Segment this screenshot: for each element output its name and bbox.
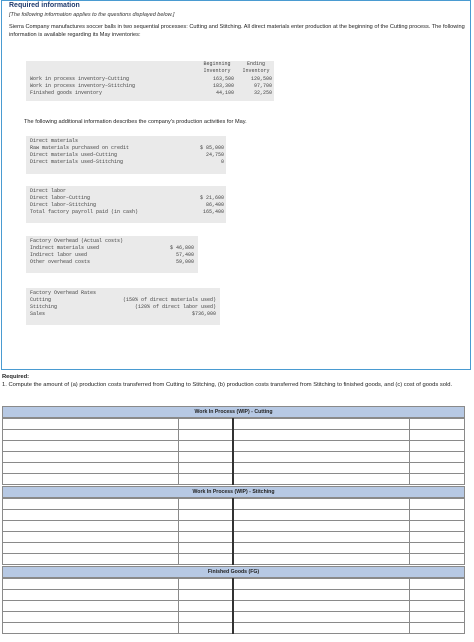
credit-cell[interactable] <box>233 612 409 623</box>
credit-amount-cell[interactable] <box>409 579 464 590</box>
debit-cell[interactable] <box>3 452 179 463</box>
problem-paragraph: Sierra Company manufactures soccer balls in two sequential processes: Cutting and Stitching. All direct materials enter production at the beginning of the Cutting process. The following information is available regarding its May inventories: <box>9 24 465 38</box>
credit-amount-cell[interactable] <box>409 590 464 601</box>
credit-cell[interactable] <box>233 521 409 532</box>
col-ending-line1: Ending <box>246 61 265 67</box>
labor-value: 86,400 <box>205 202 224 208</box>
debit-amount-cell[interactable] <box>178 419 233 430</box>
inv-end-value: 32,250 <box>253 90 272 96</box>
rates-value: (120% of direct labor used) <box>134 304 216 310</box>
inv-begin-values <box>198 76 234 97</box>
credit-amount-cell[interactable] <box>409 532 464 543</box>
required-information-panel <box>1 0 471 370</box>
credit-amount-cell[interactable] <box>409 441 464 452</box>
credit-cell[interactable] <box>233 532 409 543</box>
overhead-row-label: Other overhead costs <box>30 259 91 265</box>
credit-cell[interactable] <box>233 543 409 554</box>
labor-row-label: Direct labor–Stitching <box>30 202 97 208</box>
credit-cell[interactable] <box>233 463 409 474</box>
overhead-value: 57,400 <box>175 252 194 258</box>
overhead-labels <box>30 238 123 266</box>
credit-amount-cell[interactable] <box>409 463 464 474</box>
required-text: 1. Compute the amount of (a) production costs transferred from Cutting to Stitching, (b) production costs transferred from Stitching to finished goods, and (c) cost of goods sold. <box>2 381 453 388</box>
taccount-fg-header <box>2 566 465 578</box>
labor-labels <box>30 188 138 216</box>
debit-cell[interactable] <box>3 612 179 623</box>
credit-amount-cell[interactable] <box>409 612 464 623</box>
debit-cell[interactable] <box>3 499 179 510</box>
debit-cell[interactable] <box>3 532 179 543</box>
debit-amount-cell[interactable] <box>178 554 233 565</box>
inv-begin-value: 183,300 <box>212 83 234 89</box>
debit-amount-cell[interactable] <box>178 452 233 463</box>
credit-cell[interactable] <box>233 510 409 521</box>
debit-cell[interactable] <box>3 579 179 590</box>
col-ending-line2: Inventory <box>242 68 270 74</box>
credit-amount-cell[interactable] <box>409 623 464 634</box>
materials-labels <box>30 138 129 166</box>
debit-amount-cell[interactable] <box>178 612 233 623</box>
required-section <box>2 374 470 389</box>
debit-amount-cell[interactable] <box>178 499 233 510</box>
labor-value: $ 21,600 <box>199 195 224 201</box>
debit-cell[interactable] <box>3 521 179 532</box>
debit-amount-cell[interactable] <box>178 430 233 441</box>
taccount-cutting-title: Work In Process (WIP) - Cutting <box>194 409 273 415</box>
debit-cell[interactable] <box>3 474 179 485</box>
section-title: Required information <box>9 2 80 9</box>
debit-cell[interactable] <box>3 601 179 612</box>
labor-values <box>182 195 224 216</box>
labor-row-label: Total factory payroll paid (in cash) <box>30 209 139 215</box>
taccount-cutting-table <box>2 418 465 485</box>
credit-cell[interactable] <box>233 499 409 510</box>
credit-amount-cell[interactable] <box>409 554 464 565</box>
debit-amount-cell[interactable] <box>178 623 233 634</box>
col-ending <box>238 61 274 75</box>
credit-cell[interactable] <box>233 590 409 601</box>
taccount-stitching-title: Work In Process (WIP) - Stitching <box>192 489 275 495</box>
materials-value: 0 <box>220 159 224 165</box>
credit-amount-cell[interactable] <box>409 474 464 485</box>
inv-row-label: Finished goods inventory <box>30 90 103 96</box>
overhead-value: $ 46,800 <box>169 245 194 251</box>
debit-amount-cell[interactable] <box>178 521 233 532</box>
debit-cell[interactable] <box>3 441 179 452</box>
rates-values <box>112 297 216 318</box>
credit-cell[interactable] <box>233 441 409 452</box>
debit-amount-cell[interactable] <box>178 441 233 452</box>
debit-amount-cell[interactable] <box>178 474 233 485</box>
credit-amount-cell[interactable] <box>409 601 464 612</box>
intro-note: [The following information applies to the questions displayed below.] <box>9 12 175 18</box>
credit-amount-cell[interactable] <box>409 543 464 554</box>
col-beginning-line1: Beginning <box>203 61 231 67</box>
debit-cell[interactable] <box>3 590 179 601</box>
labor-row-label: Direct labor–Cutting <box>30 195 91 201</box>
materials-row-label: Direct materials used–Stitching <box>30 159 124 165</box>
credit-amount-cell[interactable] <box>409 419 464 430</box>
overhead-heading: Factory Overhead (Actual costs) <box>30 238 124 244</box>
overhead-row-label: Indirect labor used <box>30 252 88 258</box>
credit-cell[interactable] <box>233 452 409 463</box>
debit-cell[interactable] <box>3 430 179 441</box>
credit-amount-cell[interactable] <box>409 521 464 532</box>
credit-cell[interactable] <box>233 554 409 565</box>
inv-end-value: 120,500 <box>250 76 272 82</box>
inv-end-value: 97,700 <box>253 83 272 89</box>
debit-amount-cell[interactable] <box>178 532 233 543</box>
labor-heading: Direct labor <box>30 188 67 194</box>
taccount-fg-table <box>2 578 465 634</box>
credit-cell[interactable] <box>233 623 409 634</box>
materials-heading: Direct materials <box>30 138 79 144</box>
materials-value: $ 85,000 <box>199 145 224 151</box>
taccount-stitching-header <box>2 486 465 498</box>
rates-labels <box>30 290 96 318</box>
debit-amount-cell[interactable] <box>178 510 233 521</box>
rates-value: $736,000 <box>191 311 216 317</box>
taccount-stitching-table <box>2 498 465 565</box>
credit-amount-cell[interactable] <box>409 430 464 441</box>
labor-value: 165,400 <box>202 209 224 215</box>
credit-amount-cell[interactable] <box>409 499 464 510</box>
debit-amount-cell[interactable] <box>178 543 233 554</box>
credit-cell[interactable] <box>233 474 409 485</box>
materials-row-label: Direct materials used–Cutting <box>30 152 118 158</box>
required-label: Required: <box>2 374 30 380</box>
materials-value: 24,750 <box>205 152 224 158</box>
overhead-value: 59,000 <box>175 259 194 265</box>
inv-begin-value: 163,500 <box>212 76 234 82</box>
credit-cell[interactable] <box>233 579 409 590</box>
rates-row-label: Sales <box>30 311 46 317</box>
credit-amount-cell[interactable] <box>409 510 464 521</box>
debit-cell[interactable] <box>3 419 179 430</box>
col-beginning <box>198 61 236 75</box>
debit-amount-cell[interactable] <box>178 463 233 474</box>
credit-cell[interactable] <box>233 430 409 441</box>
credit-cell[interactable] <box>233 601 409 612</box>
materials-row-label: Raw materials purchased on credit <box>30 145 130 151</box>
activities-intro: The following additional information describes the company's production activities for May. <box>24 119 247 125</box>
debit-cell[interactable] <box>3 623 179 634</box>
debit-amount-cell[interactable] <box>178 601 233 612</box>
debit-cell[interactable] <box>3 554 179 565</box>
overhead-row-label: Indirect materials used <box>30 245 100 251</box>
rates-row-label: Cutting <box>30 297 52 303</box>
credit-cell[interactable] <box>233 419 409 430</box>
debit-amount-cell[interactable] <box>178 590 233 601</box>
inv-end-values <box>238 76 272 97</box>
col-beginning-line2: Inventory <box>203 68 231 74</box>
inv-labels <box>30 76 135 97</box>
credit-amount-cell[interactable] <box>409 452 464 463</box>
rates-row-label: Stitching <box>30 304 58 310</box>
rates-value: (150% of direct materials used) <box>122 297 216 303</box>
inv-begin-value: 44,100 <box>215 90 234 96</box>
debit-cell[interactable] <box>3 543 179 554</box>
inv-row-label: Work in process inventory–Cutting <box>30 76 130 82</box>
taccount-fg-title: Finished Goods (FG) <box>207 569 260 575</box>
debit-amount-cell[interactable] <box>178 579 233 590</box>
taccount-cutting-header <box>2 406 465 418</box>
inv-row-label: Work in process inventory–Stitching <box>30 83 136 89</box>
debit-cell[interactable] <box>3 510 179 521</box>
rates-heading: Factory Overhead Rates <box>30 290 97 296</box>
overhead-values <box>152 245 194 266</box>
materials-values <box>182 145 224 166</box>
debit-cell[interactable] <box>3 463 179 474</box>
